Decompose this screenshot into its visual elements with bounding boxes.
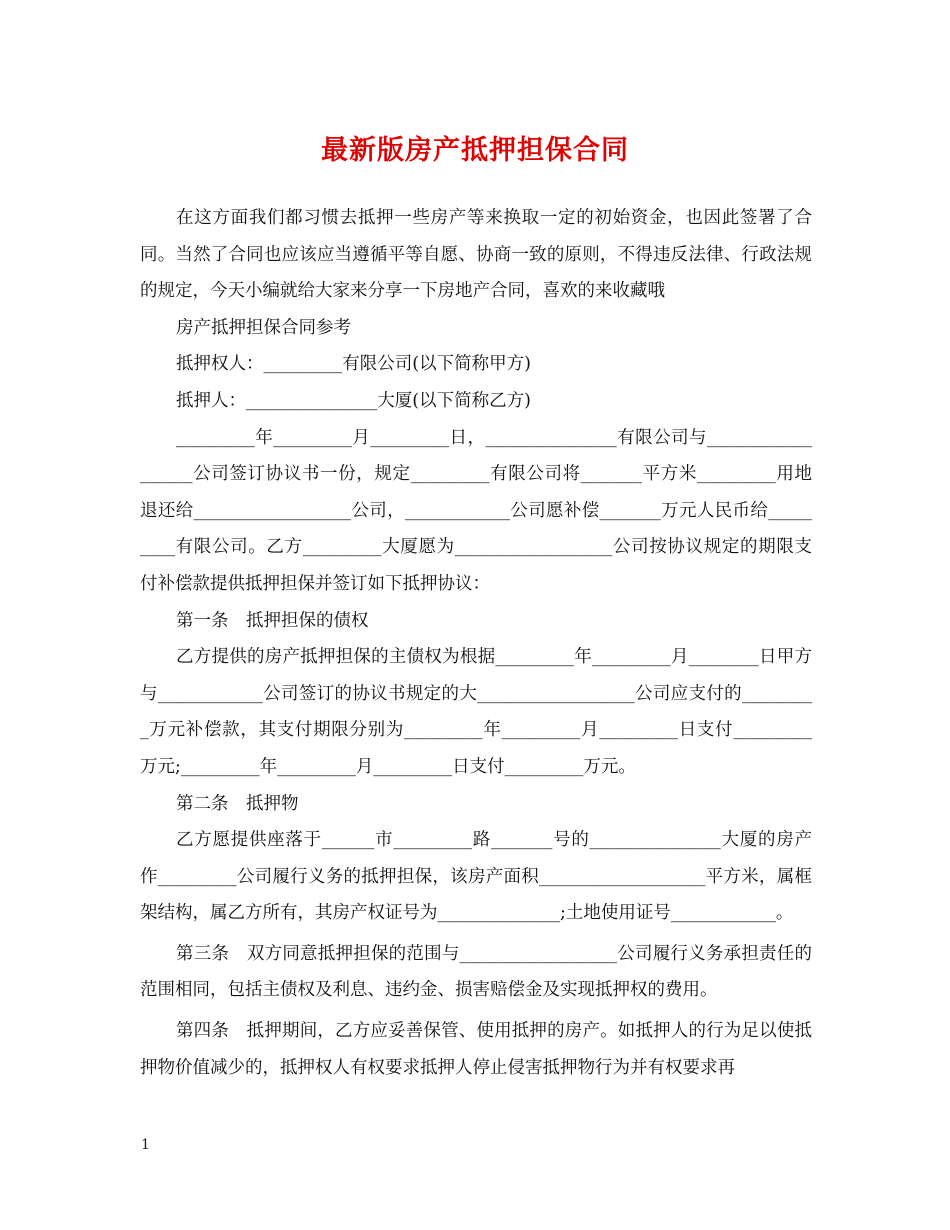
document-title: 最新版房产抵押担保合同 — [321, 135, 629, 166]
article-1-heading: 第一条 抵押担保的债权 — [176, 610, 369, 631]
article-2-paragraph: 乙方愿提供座落于______市_________路_______号的_______________大厦的房产作_________公司履行义务的抵押担保，该房产面积___________________平方米，属框架结构，属乙方所有，其房产权证号为______________;土地使用证号____________。 — [140, 830, 812, 924]
preamble-paragraph: _________年_________月_________日，_______________有限公司与__________________公司签订协议书一份，规定_________有限公司将_______平方米_________用地退还给__________________公司，____________公司愿补偿_______万元人民币给_________有限公司。乙方_________大厦愿为__________________公司按协议规定的期限支付补偿款提供抵押担保并签订如下抵押协议： — [140, 427, 812, 594]
article-2-heading: 第二条 抵押物 — [176, 793, 299, 814]
intro-paragraph: 在这方面我们都习惯去抵押一些房产等来换取一定的初始资金，也因此签署了合同。当然了合同也应该应当遵循平等自愿、协商一致的原则，不得违反法律、行政法规的规定，今天小编就给大家来分享一下房地产合同，喜欢的来收藏哦 — [140, 208, 812, 302]
page-number: 1 — [141, 1137, 150, 1153]
reference-heading: 房产抵押担保合同参考 — [176, 317, 351, 338]
mortgagee-line: 抵押权人：_________有限公司(以下简称甲方) — [176, 354, 531, 375]
mortgagor-line: 抵押人：_______________大厦(以下简称乙方) — [176, 390, 531, 411]
article-1-paragraph: 乙方提供的房产抵押担保的主债权为根据_________年_________月________日甲方与____________公司签订的协议书规定的大__________________公司应支付的_________万元补偿款，其支付期限分别为_________年_________月_________日支付_________万元;_________年_________月_________日支付_________万元。 — [140, 647, 812, 777]
article-3-paragraph: 第三条 双方同意抵押担保的范围与__________________公司履行义务承担责任的范围相同，包括主债权及利息、违约金、损害赔偿金及实现抵押权的费用。 — [140, 943, 812, 1001]
document-body — [140, 200, 812, 1086]
article-4-paragraph: 第四条 抵押期间，乙方应妥善保管、使用抵押的房产。如抵押人的行为足以使抵押物价值减少的，抵押权人有权要求抵押人停止侵害抵押物行为并有权要求再 — [140, 1021, 812, 1078]
